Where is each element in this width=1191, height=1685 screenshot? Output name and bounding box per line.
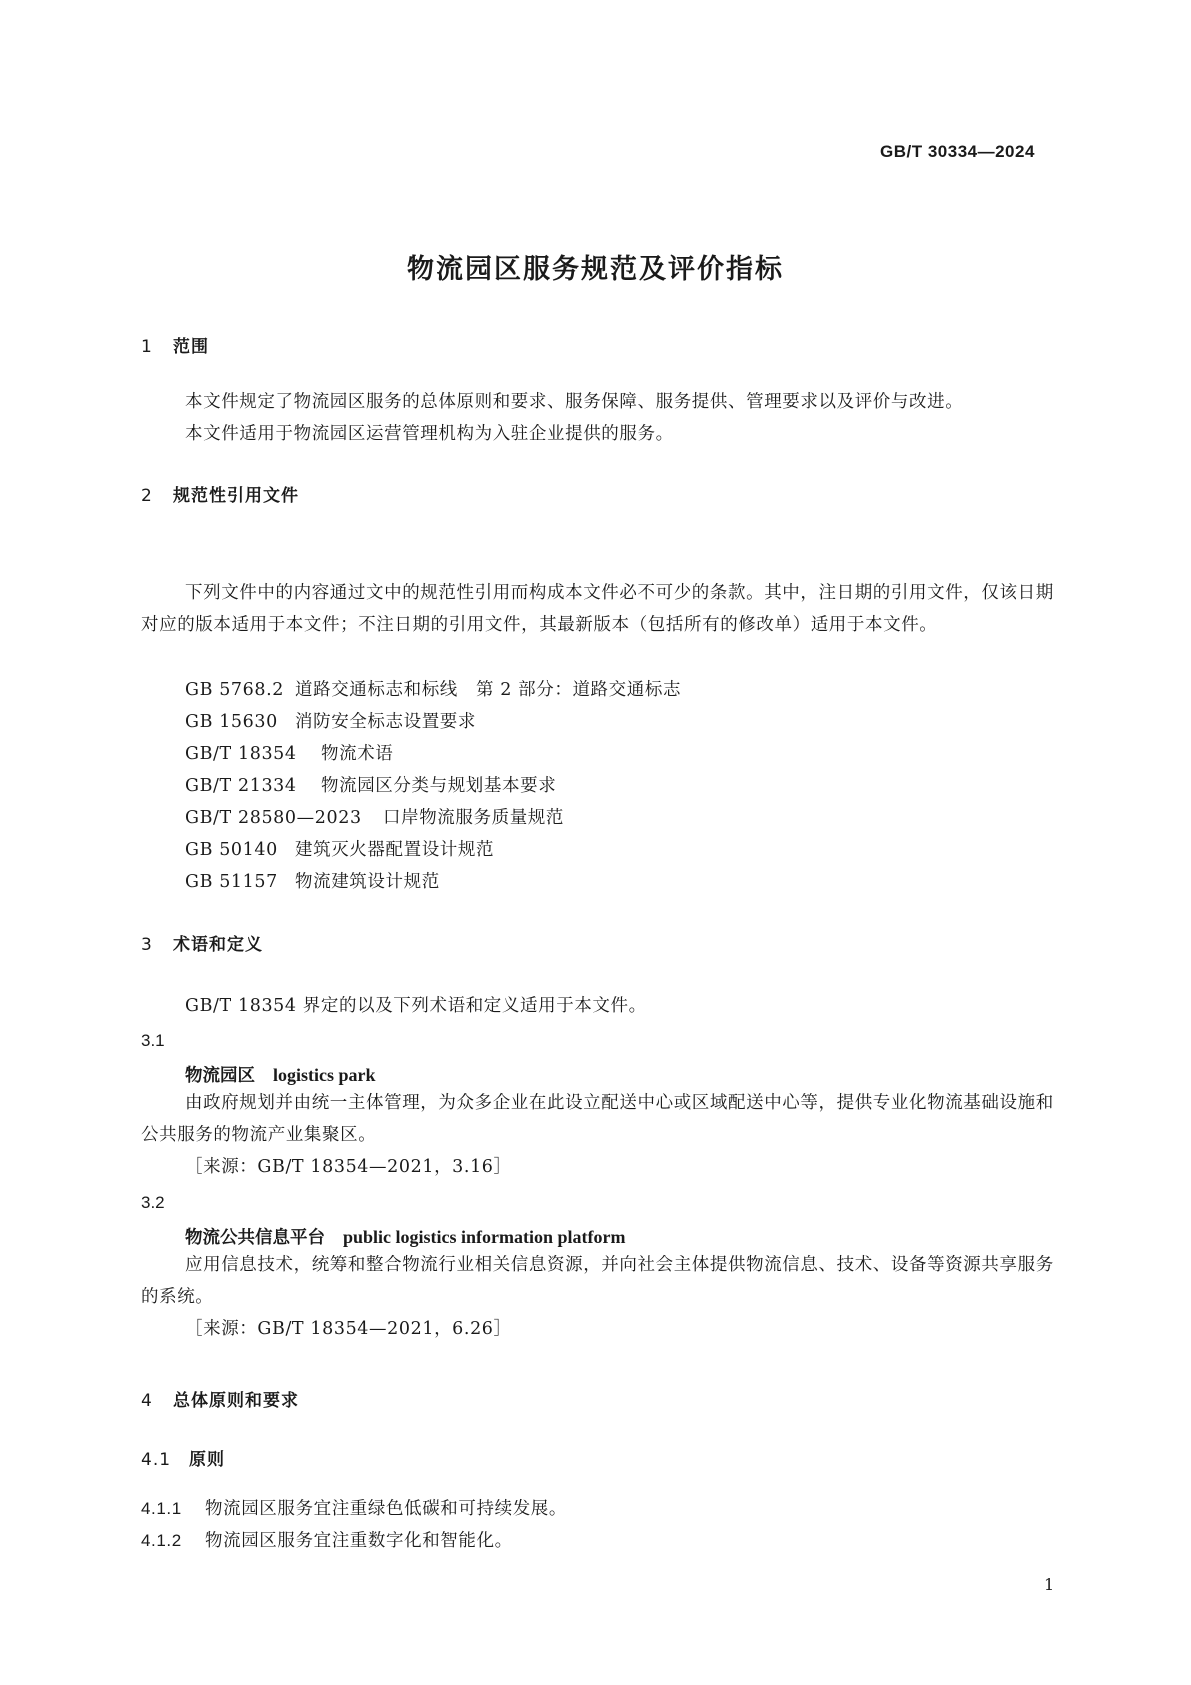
term-en: logistics park — [273, 1065, 376, 1085]
section-title: 总体原则和要求 — [173, 1391, 299, 1411]
term-heading — [185, 1062, 376, 1087]
subsection-4-1-heading — [141, 1445, 225, 1470]
clause-text: 物流园区服务宜注重绿色低碳和可持续发展。 — [205, 1499, 567, 1519]
section-number: 1 — [141, 337, 153, 357]
term-cn: 物流园区 — [185, 1066, 255, 1086]
reference-item — [185, 674, 681, 706]
section-title: 范围 — [173, 337, 209, 357]
clause-number: 4.1.2 — [141, 1531, 182, 1550]
clause-item — [141, 1525, 513, 1557]
term-definition: 应用信息技术，统筹和整合物流行业相关信息资源，并向社会主体提供物流信息、技术、设备等资源共享服务的系统。 — [141, 1255, 1054, 1307]
reference-title: 口岸物流服务质量规范 — [383, 808, 564, 828]
term-source: ［来源：GB/T 18354—2021，6.26］ — [185, 1319, 512, 1339]
reference-title: 建筑灭火器配置设计规范 — [295, 840, 495, 860]
reference-code: GB 50140 — [185, 840, 278, 860]
reference-code: GB 51157 — [185, 872, 278, 892]
standard-number: GB/T 30334—2024 — [880, 142, 1035, 161]
intro-paragraph: 下列文件中的内容通过文中的规范性引用而构成本文件必不可少的条款。其中，注日期的引用文件，仅该日期对应的版本适用于本文件；不注日期的引用文件，其最新版本（包括所有的修改单）适用于本文件。 — [141, 583, 1054, 635]
reference-code: GB 15630 — [185, 712, 278, 732]
term-number: 3.1 — [141, 1031, 165, 1050]
reference-code: GB 5768.2 — [185, 680, 285, 700]
section-1-heading — [141, 332, 209, 357]
reference-item — [185, 802, 564, 834]
reference-item — [185, 706, 476, 738]
clause-text: 物流园区服务宜注重数字化和智能化。 — [205, 1531, 513, 1551]
subsection-number: 4.1 — [141, 1450, 172, 1470]
clause-item — [141, 1493, 567, 1525]
section-number: 3 — [141, 935, 153, 955]
section-2-heading — [141, 481, 299, 506]
reference-title: 道路交通标志和标线 第 2 部分：道路交通标志 — [295, 680, 682, 700]
term-heading — [185, 1224, 626, 1249]
intro-paragraph: GB/T 18354 界定的以及下列术语和定义适用于本文件。 — [185, 996, 647, 1016]
paragraph: 本文件适用于物流园区运营管理机构为入驻企业提供的服务。 — [185, 424, 674, 444]
reference-item — [185, 866, 440, 898]
term-source: ［来源：GB/T 18354—2021，3.16］ — [185, 1157, 512, 1177]
section-title: 术语和定义 — [173, 935, 263, 955]
subsection-title: 原则 — [189, 1450, 225, 1470]
section-3-heading — [141, 930, 263, 955]
term-cn: 物流公共信息平台 — [185, 1228, 325, 1248]
reference-code: GB/T 21334 — [185, 776, 297, 796]
paragraph: 本文件规定了物流园区服务的总体原则和要求、服务保障、服务提供、管理要求以及评价与改进。 — [185, 392, 964, 412]
term-en: public logistics information platform — [343, 1227, 626, 1247]
section-number: 4 — [141, 1391, 153, 1411]
term-definition: 由政府规划并由统一主体管理，为众多企业在此设立配送中心或区域配送中心等，提供专业化物流基础设施和公共服务的物流产业集聚区。 — [141, 1093, 1054, 1145]
term-number: 3.2 — [141, 1193, 165, 1212]
section-title: 规范性引用文件 — [173, 486, 299, 506]
reference-code: GB/T 28580—2023 — [185, 808, 362, 828]
reference-title: 消防安全标志设置要求 — [295, 712, 476, 732]
page-number: 1 — [1044, 1575, 1055, 1594]
reference-title: 物流术语 — [321, 744, 394, 764]
reference-item — [185, 770, 556, 802]
reference-item — [185, 834, 494, 866]
reference-item — [185, 738, 393, 770]
section-number: 2 — [141, 486, 153, 506]
reference-code: GB/T 18354 — [185, 744, 297, 764]
reference-title: 物流园区分类与规划基本要求 — [321, 776, 557, 796]
section-4-heading — [141, 1386, 299, 1411]
clause-number: 4.1.1 — [141, 1499, 182, 1518]
reference-title: 物流建筑设计规范 — [295, 872, 440, 892]
document-title: 物流园区服务规范及评价指标 — [407, 254, 784, 285]
